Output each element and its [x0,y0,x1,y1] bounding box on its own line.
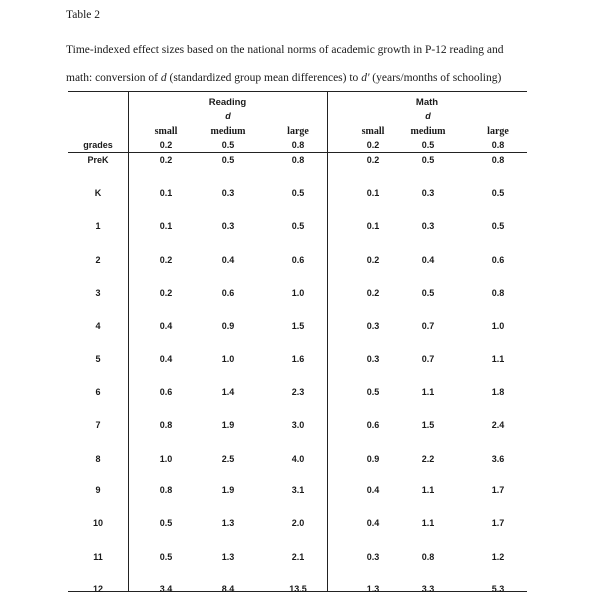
reading-group-header: Reading [208,97,247,108]
table-cell: 0.4 [159,321,173,331]
grade-label: 3 [95,288,101,298]
table-cell: 0.1 [159,221,173,231]
table-cell: 2.2 [421,454,435,464]
table-cell: 1.7 [491,485,505,495]
table-cell: 0.6 [159,387,173,397]
table-cell: 1.3 [221,552,235,562]
math-d-symbol: d [425,111,431,121]
table-cell: 0.5 [221,155,235,165]
table-cell: 0.7 [421,321,435,331]
table-cell: 0.1 [366,221,380,231]
table-cell: 2.4 [491,420,505,430]
table-cell: 0.2 [366,155,380,165]
table-cell: 1.1 [421,485,435,495]
grades-header: grades [83,140,113,150]
table-cell: 5.3 [491,584,505,594]
table-cell: 0.5 [366,387,380,397]
header-divider [68,152,527,153]
table-cell: 0.9 [366,454,380,464]
caption-line-2 [66,64,546,92]
table-cell: 1.0 [221,354,235,364]
table-cell: 2.3 [291,387,305,397]
table-cell: 1.2 [491,552,505,562]
caption-text-a: math: conversion of [66,72,158,84]
grade-label: 6 [95,387,101,397]
table-cell: 3.4 [159,584,173,594]
table-cell: 2.5 [221,454,235,464]
table-cell: 0.3 [221,188,235,198]
grade-label: 11 [93,552,103,562]
table-cell: 0.6 [291,255,305,265]
table-cell: 0.9 [221,321,235,331]
table-cell: 1.3 [366,584,380,594]
table-cell: 1.8 [491,387,505,397]
grade-label: 12 [92,584,103,594]
caption-line-1: Time-indexed effect sizes based on the national norms of academic growth in P-12 reading and [66,44,504,56]
table-cell: 1.1 [491,354,505,364]
table-cell: 0.3 [421,188,435,198]
caption-text-c: (years/months of schooling) [372,72,502,84]
table-cell: 1.5 [421,420,435,430]
table-cell: 3.6 [491,454,505,464]
grade-label: 7 [95,420,101,430]
reading-small-size-header: small [154,126,178,137]
table-cell: 0.8 [491,155,505,165]
table-label: Table 2 [66,9,101,21]
table-cell: 0.8 [159,485,173,495]
math-small-size-d-value: 0.2 [366,140,380,150]
table-cell: 4.0 [291,454,305,464]
table-cell: 0.8 [421,552,435,562]
caption-d-prime-symbol: d' [361,72,370,84]
table-cell: 2.1 [291,552,305,562]
reading-d-symbol: d [225,111,231,121]
table-cell: 0.5 [491,221,505,231]
grade-label: 4 [95,321,101,331]
math-large-size-d-value: 0.8 [491,140,505,150]
grade-label: 1 [95,221,101,231]
math-medium-size-header: medium [410,126,446,137]
table-cell: 0.8 [491,288,505,298]
math-medium-size-d-value: 0.5 [421,140,435,150]
table-cell: 0.5 [491,188,505,198]
reading-medium-size-d-value: 0.5 [221,140,235,150]
table-cell: 0.2 [159,288,173,298]
table-cell: 8.4 [221,584,235,594]
reading-small-size-d-value: 0.2 [159,140,173,150]
table-cell: 1.0 [159,454,173,464]
table-cell: 0.5 [291,188,305,198]
table-cell: 3.3 [421,584,435,594]
grade-label: PreK [87,155,109,165]
table-cell: 0.2 [366,255,380,265]
math-group-header: Math [415,97,439,108]
grade-label: 5 [95,354,101,364]
table-cell: 1.4 [221,387,235,397]
table-cell: 3.1 [291,485,305,495]
table-cell: 1.0 [291,288,305,298]
table-cell: 1.1 [421,387,435,397]
table-cell: 0.6 [366,420,380,430]
column-divider-grades [128,92,129,591]
table-cell: 0.3 [366,321,380,331]
table-cell: 0.4 [366,485,380,495]
table-cell: 0.5 [291,221,305,231]
grade-label: 10 [92,518,103,528]
reading-large-size-d-value: 0.8 [291,140,305,150]
table-cell: 0.6 [491,255,505,265]
table-cell: 0.3 [366,552,380,562]
grade-label: 8 [95,454,101,464]
effect-size-table [68,91,527,592]
table-cell: 0.8 [291,155,305,165]
table-cell: 0.1 [159,188,173,198]
table-cell: 0.3 [221,221,235,231]
column-divider-reading-math [327,92,328,591]
table-cell: 0.5 [159,518,173,528]
table-cell: 1.0 [491,321,505,331]
table-cell: 0.6 [221,288,235,298]
table-cell: 0.4 [159,354,173,364]
reading-large-size-header: large [287,126,309,137]
table-cell: 1.3 [221,518,235,528]
grade-label: 2 [95,255,101,265]
math-small-size-header: small [361,126,385,137]
table-cell: 0.4 [421,255,435,265]
table-cell: 0.4 [221,255,235,265]
grade-label: 9 [95,485,101,495]
table-cell: 0.2 [159,255,173,265]
table-cell: 1.1 [421,518,435,528]
table-cell: 1.7 [491,518,505,528]
table-cell: 2.0 [291,518,305,528]
table-cell: 3.0 [291,420,305,430]
table-cell: 0.2 [159,155,173,165]
table-cell: 1.9 [221,420,235,430]
table-cell: 1.9 [221,485,235,495]
table-cell: 0.3 [366,354,380,364]
table-cell: 0.4 [366,518,380,528]
table-cell: 0.7 [421,354,435,364]
table-cell: 0.5 [421,155,435,165]
table-cell: 0.5 [159,552,173,562]
math-large-size-header: large [487,126,509,137]
caption-d-symbol: d [160,72,167,84]
table-cell: 0.5 [421,288,435,298]
table-cell: 1.5 [291,321,305,331]
caption-text-b: (standardized group mean differences) to [169,72,359,84]
table-cell: 1.6 [291,354,305,364]
table-cell: 0.1 [366,188,380,198]
table-caption [66,36,546,92]
table-cell: 0.2 [366,288,380,298]
table-cell: 13.5 [289,584,307,594]
reading-medium-size-header: medium [210,126,246,137]
table-cell: 0.3 [421,221,435,231]
table-cell: 0.8 [159,420,173,430]
grade-label: K [94,188,102,198]
